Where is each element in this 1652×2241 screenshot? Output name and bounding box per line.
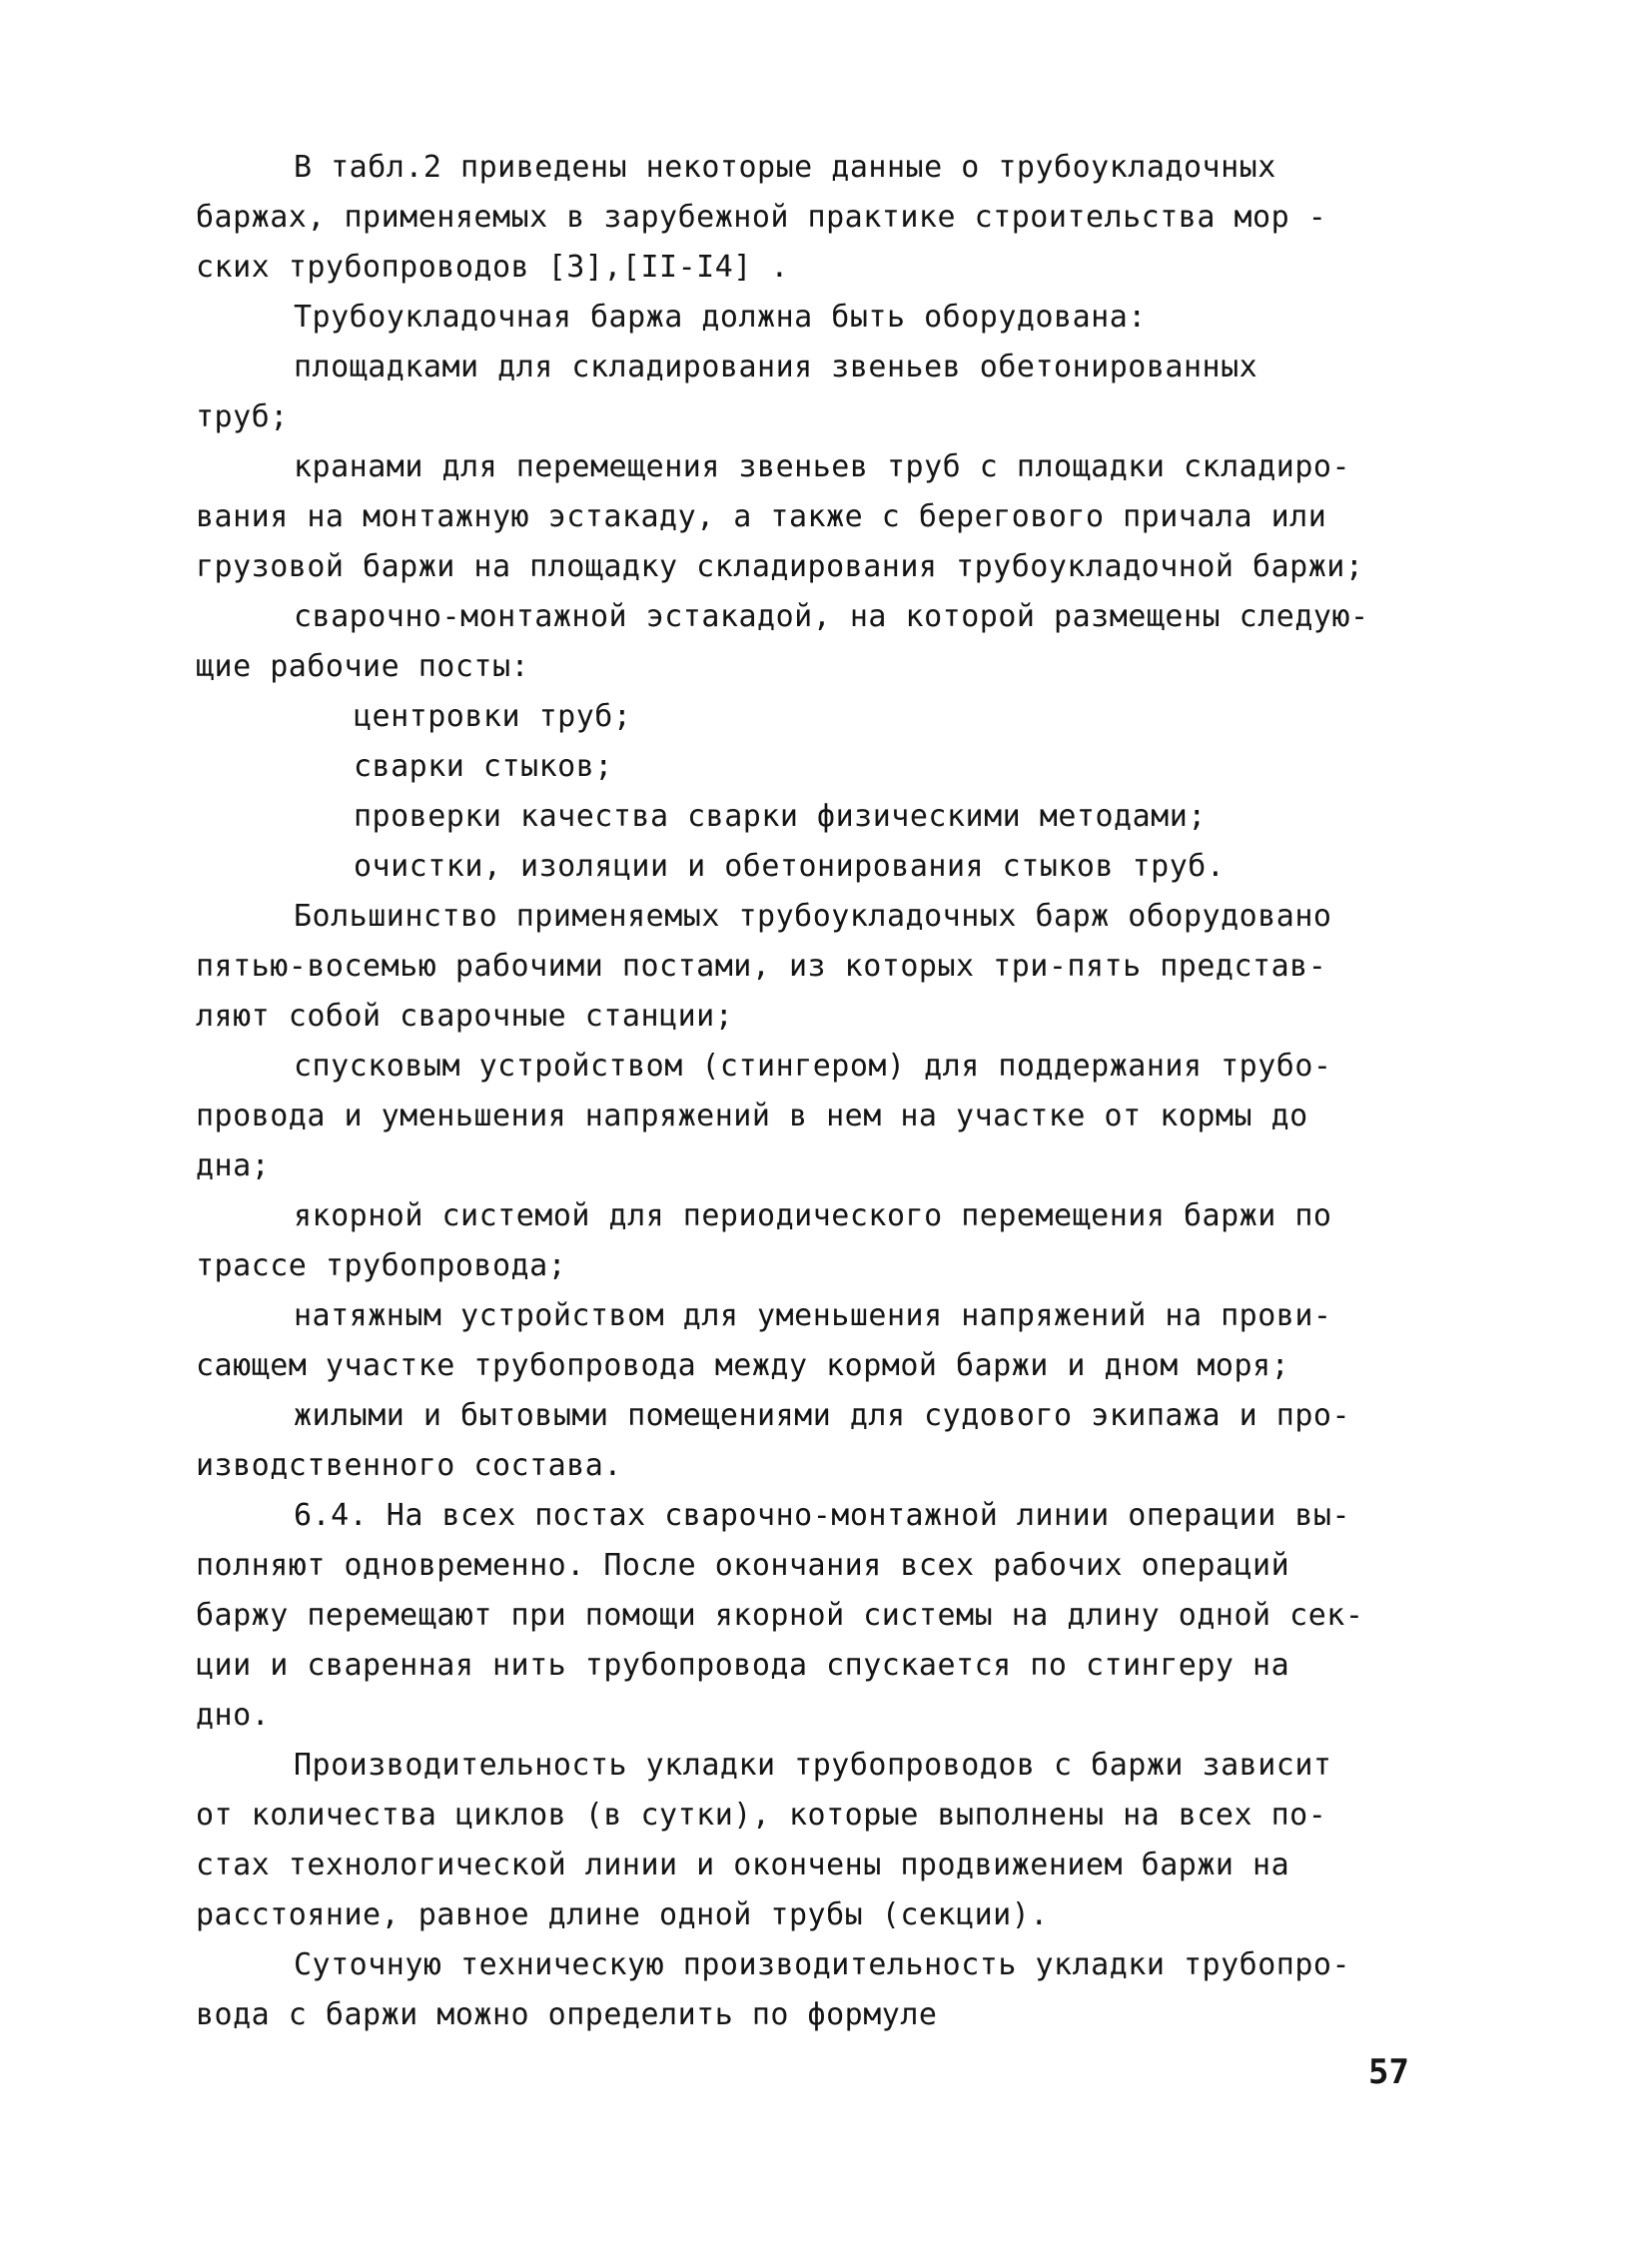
text-line: стах технологической линии и окончены продвижением баржи на <box>196 1848 1290 1882</box>
text-line: ских трубопроводов [3],[II-I4] . <box>196 250 789 285</box>
text-line: сварки стыков; <box>354 749 613 784</box>
text-line: баржу перемещают при помощи якорной системы на длину одной сек- <box>196 1598 1364 1633</box>
text-line: центровки труб; <box>354 699 632 734</box>
text-line: ляют собой сварочные станции; <box>196 999 734 1034</box>
text-line: площадками для складирования звеньев обетонированных <box>294 350 1258 384</box>
text-line: расстояние, равное длине одной трубы (секции). <box>196 1897 1049 1932</box>
text-line: Трубоукладочная баржа должна быть оборудована: <box>294 300 1147 335</box>
text-line: вода с баржи можно определить по формуле <box>196 1997 938 2032</box>
text-line: пятью-восемью рабочими постами, из которых три-пять представ- <box>196 949 1327 984</box>
text-line: сварочно-монтажной эстакадой, на которой размещены следую- <box>294 599 1369 634</box>
text-line: спусковым устройством (стингером) для поддержания трубо- <box>294 1049 1332 1084</box>
text-line: жилыми и бытовыми помещениями для судового экипажа и про- <box>294 1398 1351 1433</box>
text-line: Производительность укладки трубопроводов с баржи зависит <box>294 1748 1332 1783</box>
text-line: ции и сваренная нить трубопровода спускается по стингеру на <box>196 1648 1290 1683</box>
text-line: очистки, изоляции и обетонирования стыков труб. <box>354 849 1226 884</box>
text-line: труб; <box>196 399 289 434</box>
text-line: В табл.2 приведены некоторые данные о трубоукладочных <box>294 150 1276 185</box>
text-line: проверки качества сварки физическими методами; <box>354 799 1207 834</box>
text-line: вания на монтажную эстакаду, а также с берегового причала или <box>196 499 1327 534</box>
text-line: якорной системой для периодического перемещения баржи по <box>294 1198 1332 1233</box>
text-line: изводственного состава. <box>196 1448 622 1483</box>
text-line: щие рабочие посты: <box>196 649 530 684</box>
text-line: баржах, применяемых в зарубежной практике строительства мор - <box>196 200 1327 235</box>
text-line: Большинство применяемых трубоукладочных барж оборудовано <box>294 899 1332 934</box>
page-number: 57 <box>1368 2052 1409 2092</box>
text-line: кранами для перемещения звеньев труб с площадки складиро- <box>294 449 1351 484</box>
text-line: сающем участке трубопровода между кормой баржи и дном моря; <box>196 1348 1290 1383</box>
text-line: 6.4. На всех постах сварочно-монтажной линии операции вы- <box>294 1498 1351 1533</box>
text-line: дно. <box>196 1698 271 1733</box>
text-line: грузовой баржи на площадку складирования трубоукладочной баржи; <box>196 549 1364 584</box>
text-line: Суточную техническую производительность укладки трубопро- <box>294 1947 1351 1982</box>
text-line: провода и уменьшения напряжений в нем на участке от кормы до <box>196 1099 1308 1133</box>
text-line: трассе трубопровода; <box>196 1248 567 1283</box>
text-line: натяжным устройством для уменьшения напряжений на прови- <box>294 1298 1332 1333</box>
text-line: от количества циклов (в сутки), которые выполнены на всех по- <box>196 1798 1327 1833</box>
text-line: полняют одновременно. После окончания всех рабочих операций <box>196 1548 1290 1583</box>
text-line: дна; <box>196 1148 271 1183</box>
